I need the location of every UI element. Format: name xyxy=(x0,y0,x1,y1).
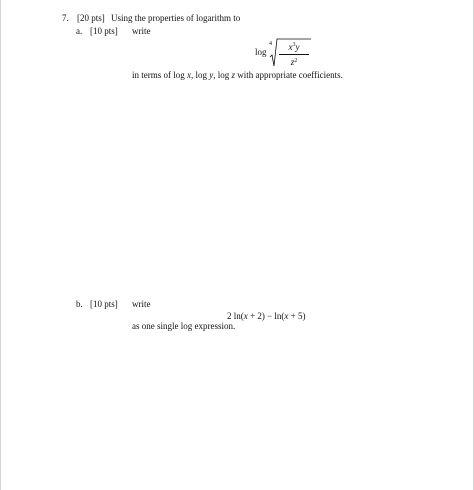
part-a-verb: write xyxy=(132,26,151,36)
fraction xyxy=(279,40,309,68)
fraction-numerator: $x^3y$ xyxy=(288,42,300,52)
part-a-points: [10 pts] xyxy=(90,26,118,36)
part-b-points: [10 pts] xyxy=(90,299,118,309)
question-number: 7. xyxy=(62,13,69,23)
part-b-verb: write xyxy=(132,299,151,309)
part-b-expression: 2 ln(x + 2) − ln(x + 5) xyxy=(227,311,306,321)
root-index: 4 xyxy=(269,41,272,47)
part-a-formula xyxy=(255,36,315,72)
fraction-denominator: $z^2$ xyxy=(290,57,298,67)
part-a-label: a. xyxy=(76,26,83,36)
part-b-label: b. xyxy=(76,299,83,309)
question-points: [20 pts] xyxy=(77,13,105,23)
log-word: log xyxy=(255,47,267,57)
fraction-bar xyxy=(279,54,309,55)
part-b-instruction: as one single log expression. xyxy=(132,321,236,331)
part-a-instruction: in terms of log x, log y, log z with appropriate coefficients. xyxy=(132,70,343,80)
question-prompt: Using the properties of logarithm to xyxy=(111,13,241,23)
